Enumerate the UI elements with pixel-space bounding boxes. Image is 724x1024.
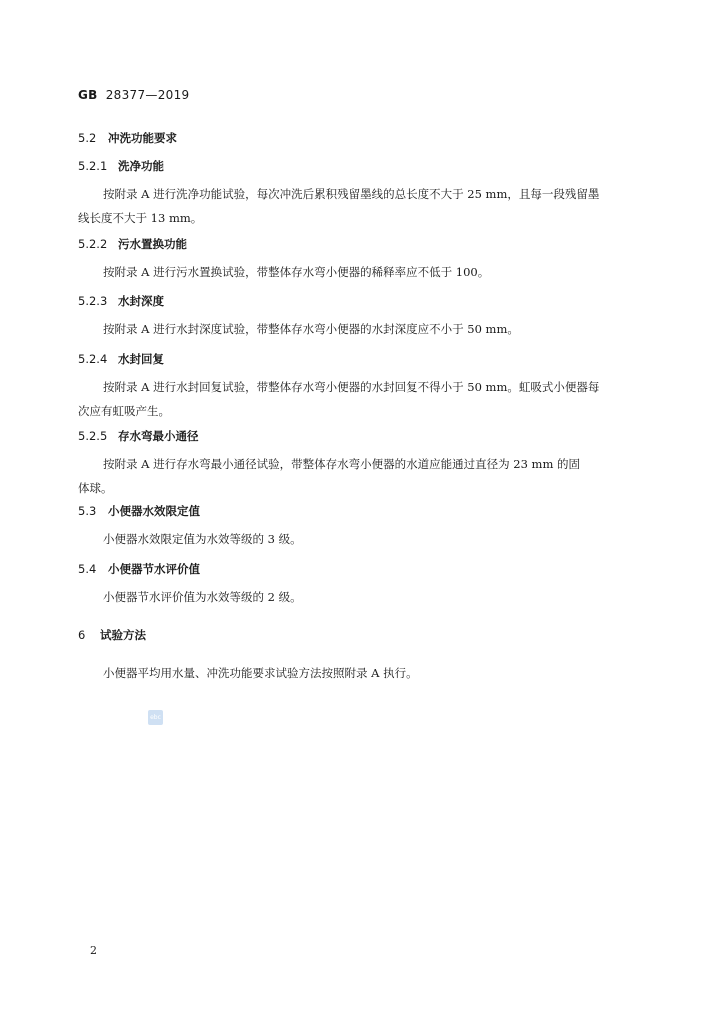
heading-title: 水封深度 [118, 294, 164, 308]
heading-number: 5.2.5 [78, 429, 108, 443]
heading-title: 存水弯最小通径 [118, 429, 199, 443]
page-number: 2 [90, 944, 97, 957]
paragraph-line: 按附录 A 进行洗净功能试验，每次冲洗后累积残留墨线的总长度不大于 25 mm，且每一段残留墨 [103, 187, 600, 201]
paragraph-line: 按附录 A 进行水封回复试验，带整体存水弯小便器的水封回复不得小于 50 mm。虹吸式小便器每 [103, 380, 600, 394]
heading-number: 5.2.1 [78, 159, 108, 173]
heading-title: 小便器水效限定值 [108, 504, 200, 518]
heading-number: 5.2 [78, 131, 97, 145]
heading-number: 5.3 [78, 504, 97, 518]
heading-5-2-5 [78, 428, 199, 444]
standard-number: 28377—2019 [105, 88, 190, 102]
heading-title: 洗净功能 [118, 159, 164, 173]
paragraph-line: 小便器节水评价值为水效等级的 2 级。 [103, 590, 302, 604]
paragraph-5-2-1 [78, 182, 638, 230]
heading-title: 污水置换功能 [118, 237, 187, 251]
heading-title: 水封回复 [118, 352, 164, 366]
paragraph-line: 小便器平均用水量、冲洗功能要求试验方法按照附录 A 执行。 [103, 666, 418, 680]
paragraph-line: 按附录 A 进行污水置换试验，带整体存水弯小便器的稀释率应不低于 100。 [103, 265, 490, 279]
paragraph-line: 按附录 A 进行存水弯最小通径试验，带整体存水弯小便器的水道应能通过直径为 23 mm 的固 [103, 457, 581, 471]
heading-5-2-2 [78, 236, 187, 252]
heading-5-3 [78, 503, 200, 519]
heading-5-2-1 [78, 158, 164, 174]
heading-5-4 [78, 561, 200, 577]
paragraph-line: 线长度不大于 13 mm。 [78, 211, 203, 225]
paragraph-line: 按附录 A 进行水封深度试验，带整体存水弯小便器的水封深度应不小于 50 mm。 [103, 322, 519, 336]
heading-number: 6 [78, 628, 86, 642]
heading-number: 5.2.3 [78, 294, 108, 308]
paragraph-5-2-5 [78, 452, 638, 500]
paragraph-5-2-4 [78, 375, 638, 423]
heading-title: 冲洗功能要求 [108, 131, 177, 145]
paragraph-5-2-2 [78, 260, 638, 284]
heading-number: 5.2.2 [78, 237, 108, 251]
paragraph-line: 体球。 [78, 481, 113, 495]
heading-title: 试验方法 [100, 628, 146, 642]
heading-5-2-3 [78, 293, 164, 309]
paragraph-5-3 [78, 527, 638, 551]
standard-header [78, 88, 189, 102]
heading-number: 5.2.4 [78, 352, 108, 366]
paragraph-5-2-3 [78, 317, 638, 341]
paragraph-line: 次应有虹吸产生。 [78, 404, 170, 418]
paragraph-6 [78, 661, 638, 685]
heading-number: 5.4 [78, 562, 97, 576]
watermark-logo: ebc [148, 710, 163, 725]
standard-code: GB [78, 88, 98, 102]
paragraph-5-4 [78, 585, 638, 609]
heading-5-2-4 [78, 351, 164, 367]
heading-5-2 [78, 130, 177, 146]
heading-6 [78, 627, 146, 643]
paragraph-line: 小便器水效限定值为水效等级的 3 级。 [103, 532, 302, 546]
heading-title: 小便器节水评价值 [108, 562, 200, 576]
